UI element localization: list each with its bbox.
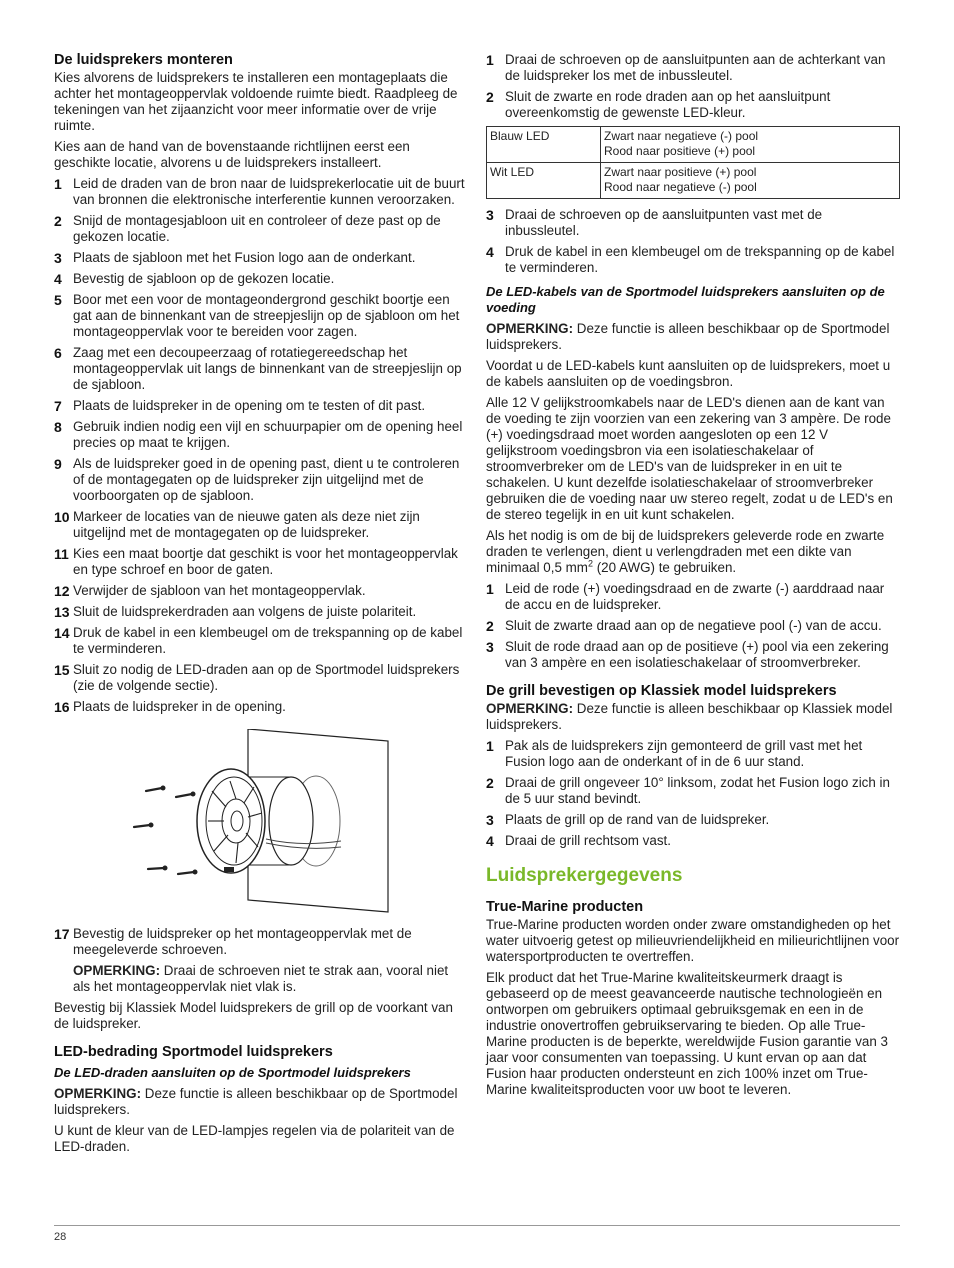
step-number: 11 [54, 546, 69, 562]
step-text: Sluit de zwarte draad aan op de negatieve pool (-) van de accu. [505, 618, 882, 633]
table-row [487, 163, 900, 199]
superscript: 2 [587, 558, 593, 569]
step-number: 3 [486, 207, 494, 223]
step-number: 2 [486, 89, 494, 105]
list-item [486, 618, 900, 634]
section-title-grill: De grill bevestigen op Klassiek model luidsprekers [486, 683, 837, 699]
note-paragraph [486, 321, 900, 353]
mounting-steps-list-continued [54, 926, 466, 958]
section-title-mounting: De luidsprekers monteren [54, 52, 233, 68]
list-item [54, 583, 466, 599]
step-text: Sluit zo nodig de LED-draden aan op de Sportmodel luidsprekers (zie de volgende sectie). [73, 662, 460, 693]
list-item [486, 775, 900, 807]
paragraph: True-Marine producten worden onder zware omstandigheden op het water uitvoerig getest op milieuvriendelijkheid en milieurichtlijnen voor watersportproducten te overtreffen. [486, 917, 900, 964]
list-item [54, 213, 466, 245]
paragraph-wire-gauge [486, 528, 900, 576]
step-text: Snijd de montagesjabloon uit en controleer of deze past op de gekozen locatie. [73, 213, 441, 244]
list-item [486, 639, 900, 671]
step-number: 13 [54, 604, 70, 620]
step-number: 12 [54, 583, 70, 599]
step-number: 3 [54, 250, 62, 266]
note-label: OPMERKING: [486, 321, 574, 336]
list-item [54, 625, 466, 657]
led-color-cell: Blauw LED [487, 127, 601, 163]
step-text: Markeer de locaties van de nieuwe gaten als deze niet zijn uitgelijnd met de montagegaten op de luidspreker. [73, 509, 420, 540]
subsection-title-led-connect: De LED-draden aansluiten op de Sportmodel luidsprekers [54, 1065, 411, 1080]
step-text: Als de luidspreker goed in de opening past, dient u te controleren of de montagegaten op de luidspreker zijn uitgelijnd met de voorboorgaten op de sjabloon. [73, 456, 460, 503]
step-text: Draai de grill ongeveer 10° linksom, zodat het Fusion logo zich in de 5 uur stand bevindt. [505, 775, 890, 806]
step-text: Druk de kabel in een klembeugel om de trekspanning op de kabel te verminderen. [505, 244, 895, 275]
section-title-led-wiring: LED-bedrading Sportmodel luidsprekers [54, 1044, 333, 1060]
list-item [54, 456, 466, 504]
footer-divider [54, 1225, 900, 1226]
step-number: 4 [486, 833, 494, 849]
note-step-17 [54, 963, 466, 995]
wiring-line: Rood naar positieve (+) pool [604, 144, 756, 158]
power-steps-list [486, 581, 900, 671]
step-number: 6 [54, 345, 62, 361]
step-number: 16 [54, 699, 70, 715]
paragraph: Voordat u de LED-kabels kunt aansluiten op de luidsprekers, moet u de kabels aansluiten op de voedingsbron. [486, 358, 891, 389]
step-text: Draai de schroeven op de aansluitpunten vast met de inbussleutel. [505, 207, 823, 238]
list-item [486, 89, 900, 121]
step-number: 7 [54, 398, 62, 414]
paragraph: Kies aan de hand van de bovenstaande richtlijnen eerst een geschikte locatie, alvorens u de luidsprekers installeert. [54, 139, 410, 170]
note-text: Deze functie is alleen beschikbaar op Klassiek model luidsprekers. [486, 701, 893, 732]
list-item [54, 271, 466, 287]
note-label: OPMERKING: [486, 701, 574, 716]
note-paragraph [486, 701, 900, 733]
wiring-cell [601, 127, 900, 163]
step-number: 1 [486, 738, 494, 754]
right-column [486, 52, 900, 1103]
text: Als het nodig is om de bij de luidsprekers geleverde rode en zwarte draden te verlengen, dient u verlengdraden met een dikte van minimaal 0,5 mm [486, 528, 885, 575]
step-number: 2 [486, 775, 494, 791]
list-item [54, 292, 466, 340]
mounting-steps-list [54, 176, 466, 715]
step-text: Leid de draden van de bron naar de luidsprekerlocatie uit de buurt van bronnen die elektronische interferentie kunnen veroorzaken. [73, 176, 465, 207]
page-number: 28 [54, 1231, 67, 1243]
step-number: 4 [486, 244, 494, 260]
step-text: Plaats de sjabloon met het Fusion logo aan de onderkant. [73, 250, 416, 265]
step-number: 8 [54, 419, 62, 435]
led-steps-list [486, 52, 900, 121]
step-number: 1 [486, 52, 494, 68]
list-item [54, 398, 466, 414]
list-item [54, 419, 466, 451]
wiring-cell [601, 163, 900, 199]
list-item [486, 833, 900, 849]
step-number: 2 [54, 213, 62, 229]
list-item [486, 812, 900, 828]
step-number: 9 [54, 456, 62, 472]
step-text: Pak als de luidsprekers zijn gemonteerd de grill vast met het Fusion logo aan de onderkant of in de 6 uur stand. [505, 738, 863, 769]
step-text: Plaats de luidspreker in de opening. [73, 699, 286, 714]
text: (20 AWG) te gebruiken. [592, 560, 737, 575]
step-number: 10 [54, 509, 70, 525]
paragraph: Elk product dat het True-Marine kwaliteitskeurmerk draagt is gebaseerd op de meest geavanceerde nautische technologieën en ontworpen om gebruikers optimaal gebruiksgemak en een in de industrie onovertroffen gebruikservaring te bieden. Op alle True-Marine producten is de beperkte, wereldwijde Fusion garantie van 3 jaar voor consumenten van toepassing. U kunt ervan op aan dat Fusion haar producten ondersteunt en zich 100% inzet om True-Marine kwaliteitsproducten voor uw boot te leveren. [486, 970, 888, 1097]
list-item [486, 52, 900, 84]
step-number: 5 [54, 292, 62, 308]
led-color-cell: Wit LED [487, 163, 601, 199]
step-text: Sluit de luidsprekerdraden aan volgens de juiste polariteit. [73, 604, 417, 619]
paragraph: Kies alvorens de luidsprekers te installeren een montageplaats die achter het montageoppervlak voldoende ruimte biedt. Raadpleeg de tekeningen van het zijaanzicht voor meer informatie over de vrije ruimte. [54, 70, 458, 133]
note-text: Deze functie is alleen beschikbaar op de Sportmodel luidsprekers. [486, 321, 890, 352]
list-item [54, 699, 466, 715]
left-column [54, 52, 466, 1160]
paragraph: U kunt de kleur van de LED-lampjes regelen via de polariteit van de LED-draden. [54, 1123, 455, 1154]
note-label: OPMERKING: [54, 1086, 142, 1101]
list-item [54, 662, 466, 694]
section-title-speaker-specs: Luidsprekergegevens [486, 865, 683, 886]
list-item [54, 250, 466, 266]
paragraph: Alle 12 V gelijkstroomkabels naar de LED's dienen aan de kant van de voeding te zijn voorzien van een zekering van 3 ampère. De rode (+) voedingsdraad moet worden aangesloten op een 12 V gelijkstroom voedingsbron via een isolatieschakelaar of stroomverbreker om de LED's van de luidspreker in en uit te schakelen. U kunt dezelfde isolatieschakelaar of stroomverbreker gebruiken die de voeding naar uw stereo regelt, zodat u de LED's en de stereo tegelijk in en uit kunt schakelen. [486, 395, 893, 522]
step-text: Leid de rode (+) voedingsdraad en de zwarte (-) aarddraad naar de accu en de luidspreker. [505, 581, 885, 612]
step-text: Bevestig de luidspreker op het montageoppervlak met de meegeleverde schroeven. [73, 926, 412, 957]
list-item [54, 546, 466, 578]
list-item [54, 604, 466, 620]
led-steps-list-continued [486, 207, 900, 276]
step-text: Plaats de luidspreker in de opening om te testen of dit past. [73, 398, 426, 413]
speaker-installation-illustration [126, 729, 396, 914]
list-item [486, 207, 900, 239]
note-text: Deze functie is alleen beschikbaar op de Sportmodel luidsprekers. [54, 1086, 458, 1117]
subsection-title-led-power: De LED-kabels van de Sportmodel luidsprekers aansluiten op de voeding [486, 284, 885, 315]
step-text: Draai de grill rechtsom vast. [505, 833, 671, 848]
wiring-line: Rood naar negatieve (-) pool [604, 180, 757, 194]
step-text: Plaats de grill op de rand van de luidspreker. [505, 812, 770, 827]
list-item [486, 738, 900, 770]
list-item [54, 345, 466, 393]
paragraph: Bevestig bij Klassiek Model luidsprekers de grill op de voorkant van de luidspreker. [54, 1000, 453, 1031]
list-item [54, 509, 466, 541]
note-text: Draai de schroeven niet te strak aan, vooral niet als het montageoppervlak niet vlak is. [73, 963, 449, 994]
step-number: 3 [486, 639, 494, 655]
step-text: Verwijder de sjabloon van het montageoppervlak. [73, 583, 366, 598]
step-text: Bevestig de sjabloon op de gekozen locatie. [73, 271, 335, 286]
step-number: 2 [486, 618, 494, 634]
led-color-table [486, 126, 900, 199]
step-number: 15 [54, 662, 70, 678]
step-text: Sluit de rode draad aan op de positieve (+) pool via een zekering van 3 ampère en een isolatieschakelaar of stroomverbreker. [505, 639, 889, 670]
step-number: 4 [54, 271, 62, 287]
step-text: Gebruik indien nodig een vijl en schuurpapier om de opening heel precies op maat te krijgen. [73, 419, 463, 450]
grill-steps-list [486, 738, 900, 849]
step-number: 17 [54, 926, 70, 942]
step-text: Druk de kabel in een klembeugel om de trekspanning op de kabel te verminderen. [73, 625, 463, 656]
note-paragraph [54, 1086, 466, 1118]
step-number: 14 [54, 625, 70, 641]
step-text: Draai de schroeven op de aansluitpunten aan de achterkant van de luidspreker los met de inbussleutel. [505, 52, 886, 83]
step-number: 1 [486, 581, 494, 597]
step-number: 3 [486, 812, 494, 828]
note-label: OPMERKING: [73, 963, 161, 978]
wiring-line: Zwart naar positieve (+) pool [604, 165, 757, 179]
step-text: Kies een maat boortje dat geschikt is voor het montageoppervlak en type schroef en boor de gaten. [73, 546, 458, 577]
step-number: 1 [54, 176, 62, 192]
list-item [486, 244, 900, 276]
speaker-mounting-drawing [126, 729, 396, 914]
table-row [487, 127, 900, 163]
step-text: Boor met een voor de montageondergrond geschikt boortje een gat aan de binnenkant van de streepjeslijn op de sjabloon om het montageoppervlak voor te bereiden voor zagen. [73, 292, 460, 339]
wiring-line: Zwart naar negatieve (-) pool [604, 129, 759, 143]
list-item [486, 581, 900, 613]
step-text: Sluit de zwarte en rode draden aan op het aansluitpunt overeenkomstig de gewenste LED-kleur. [505, 89, 831, 120]
list-item [54, 176, 466, 208]
step-text: Zaag met een decoupeerzaag of rotatiegereedschap het montageoppervlak uit langs de binnenkant van de streepjeslijn op de sjabloon. [73, 345, 462, 392]
subsection-title-true-marine: True-Marine producten [486, 899, 644, 915]
list-item [54, 926, 466, 958]
